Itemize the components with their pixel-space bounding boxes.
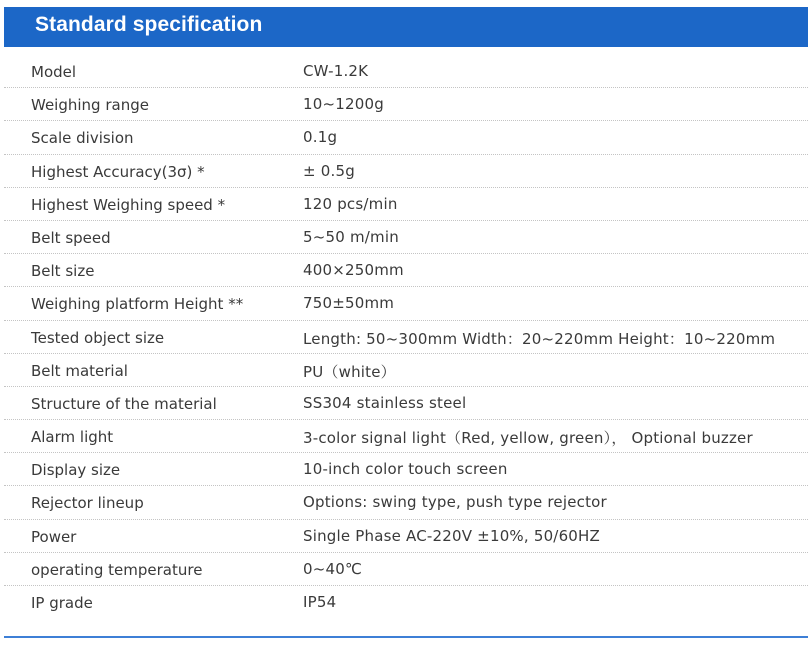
spec-label: Belt speed (31, 228, 111, 247)
spec-table (4, 55, 808, 619)
spec-value: SS304 stainless steel (303, 393, 467, 412)
spec-value: 10-inch color touch screen (303, 460, 508, 479)
spec-label: Highest Weighing speed * (31, 195, 226, 214)
spec-row-ip-grade (4, 586, 808, 619)
spec-row-display-size (4, 453, 808, 486)
spec-row-weighing-range (4, 88, 808, 121)
spec-value: 0~40℃ (303, 559, 363, 578)
spec-label: Rejector lineup (31, 494, 144, 513)
spec-label: Weighing platform Height ** (31, 295, 244, 314)
spec-value: CW-1.2K (303, 62, 369, 80)
spec-value: 3-color signal light（Red, yellow, green）， Optional buzzer (303, 429, 753, 448)
spec-value: ± 0.5g (303, 161, 355, 180)
spec-row-structure-material (4, 387, 808, 420)
spec-value: Options: swing type, push type rejector (303, 493, 607, 512)
spec-label: Tested object size (31, 328, 165, 347)
spec-label: Structure of the material (31, 394, 217, 413)
spec-label: Display size (31, 461, 121, 480)
spec-row-rejector-lineup (4, 486, 808, 519)
spec-value: 120 pcs/min (303, 194, 398, 213)
spec-row-platform-height (4, 287, 808, 320)
spec-label: Alarm light (31, 428, 114, 447)
spec-label: Highest Accuracy(3σ) * (31, 162, 205, 181)
section-title: Standard specification (35, 13, 263, 36)
spec-label: IP grade (31, 594, 93, 612)
spec-row-power (4, 520, 808, 553)
spec-value: 10~1200g (303, 95, 384, 114)
spec-label: Power (31, 527, 77, 546)
section-header (4, 7, 808, 47)
spec-label: Belt size (31, 262, 95, 281)
spec-value: IP54 (303, 593, 337, 611)
spec-value: 750±50mm (303, 294, 395, 313)
spec-row-belt-material (4, 354, 808, 387)
spec-row-belt-size (4, 254, 808, 287)
spec-row-operating-temperature (4, 553, 808, 586)
footer-divider (4, 636, 808, 638)
spec-label: Weighing range (31, 96, 149, 115)
spec-row-tested-object-size (4, 321, 808, 354)
spec-label: operating temperature (31, 560, 203, 579)
spec-label: Belt material (31, 361, 128, 380)
spec-label: Model (31, 63, 77, 81)
spec-row-highest-accuracy (4, 155, 808, 188)
spec-row-weighing-speed (4, 188, 808, 221)
spec-value: Length: 50~300mm Width：20~220mm Height：10~220mm (303, 329, 776, 348)
spec-label: Scale division (31, 129, 134, 148)
spec-value: 5~50 m/min (303, 227, 399, 246)
spec-value: Single Phase AC-220V ±10%, 50/60HZ (303, 526, 601, 545)
spec-row-belt-speed (4, 221, 808, 254)
spec-value: 0.1g (303, 128, 338, 147)
spec-row-scale-division (4, 121, 808, 154)
spec-row-alarm-light (4, 420, 808, 453)
spec-row-model (4, 55, 808, 88)
spec-value: 400×250mm (303, 261, 404, 280)
spec-value: PU（white） (303, 362, 396, 381)
